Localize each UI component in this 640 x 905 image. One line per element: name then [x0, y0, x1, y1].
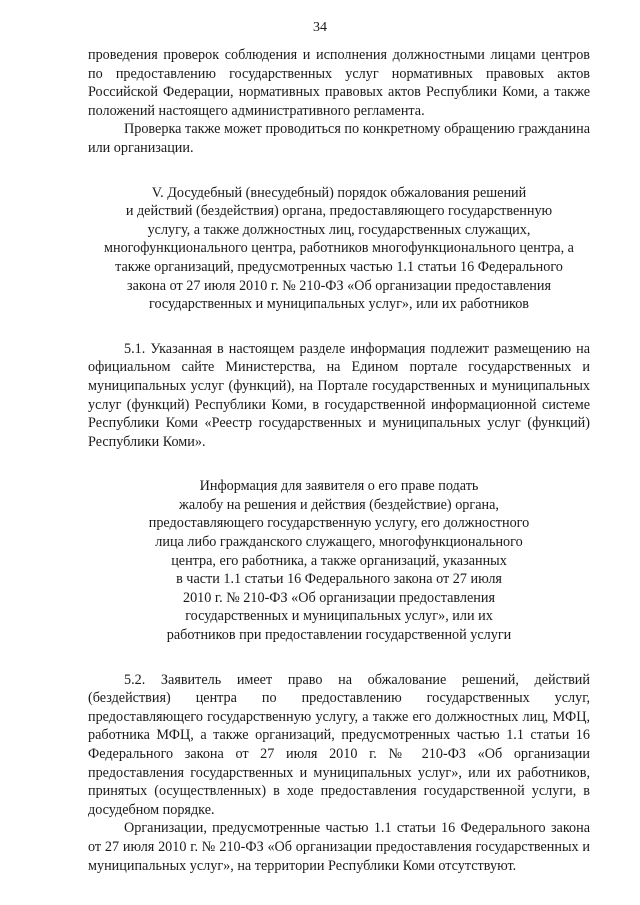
section-heading-line: закона от 27 июля 2010 г. № 210-ФЗ «Об организации предоставления — [126, 277, 551, 294]
sub-heading-line: центра, его работника, а также организаций, указанных — [171, 552, 507, 569]
sub-heading-line: в части 1.1 статьи 16 Федерального закона от 27 июля — [176, 571, 502, 588]
sub-heading-line: предоставляющего государственную услугу, его должностного — [148, 515, 530, 532]
page-number: 34 — [313, 20, 327, 35]
spacer — [88, 645, 590, 671]
sub-heading-line: государственных и муниципальных услуг», или их — [185, 608, 493, 625]
sub-heading-line: работников при предоставлении государственной услуги — [166, 627, 512, 644]
paragraph-5-1: 5.1. Указанная в настоящем разделе информация подлежит размещению на официальном сайте Министерства, на Едином портале государственных и муниципальных услуг (функций), на Портале государственных и муниципальных услуг (функций) Республики Коми, в государственной информационной системе Республики Коми «Реестр государственных и муниципальных услуг (функций) Республики Коми». — [88, 340, 590, 450]
document-body — [88, 46, 590, 875]
sub-heading-line: жалобу на решения и действия (бездействие) органа, — [179, 496, 499, 513]
paragraph-5-2: 5.2. Заявитель имеет право на обжалование решений, действий (бездействия) центра по предоставлению государственных услуг, предоставляющего государственную услугу, а также его должностных лиц, МФЦ, работника МФЦ, а также организаций, предусмотренных частью 1.1 статьи 16 Федерального закона от 27 июля 2010 г. № 210-ФЗ «Об организации предоставления государственных и муниципальных услуг», или их работников, принятых (осуществленных) в ходе предоставления государственной услуги, в досудебном порядке. — [88, 671, 590, 818]
section-heading-line: V. Досудебный (внесудебный) порядок обжалования решений — [151, 184, 527, 201]
section-heading-line: и действий (бездействия) органа, предоставляющего государственную — [125, 203, 553, 220]
spacer — [88, 451, 590, 477]
sub-heading-line: 2010 г. № 210-ФЗ «Об организации предоставления — [182, 589, 496, 606]
paragraph-inspection-scope: проведения проверок соблюдения и исполнения должностными лицами центров по предоставлению государственных услуг нормативных правовых актов Российской Федерации, нормативных правовых актов Республики Коми, а также положений настоящего административного регламента. — [88, 47, 590, 119]
section-heading — [88, 184, 590, 314]
section-heading-line: многофункционального центра, работников многофункционального центра, а — [104, 240, 574, 257]
paragraph-inspection-request: Проверка также может проводиться по конкретному обращению гражданина или организации. — [88, 121, 590, 156]
section-heading-line: услугу, а также должностных лиц, государственных служащих, — [147, 221, 531, 238]
spacer — [88, 158, 590, 184]
paragraph-organizations: Организации, предусмотренные частью 1.1 статьи 16 Федерального закона от 27 июля 2010 г. № 210-ФЗ «Об организации предоставления государственных и муниципальных услуг», на территории Республики Коми отсутствуют. — [88, 820, 590, 874]
sub-heading-line: лица либо гражданского служащего, многофункционального — [155, 534, 523, 551]
section-heading-line: также организаций, предусмотренных частью 1.1 статьи 16 Федерального — [115, 258, 563, 275]
spacer — [88, 314, 590, 340]
section-heading-line: государственных и муниципальных услуг», или их работников — [149, 296, 529, 313]
sub-heading-line: Информация для заявителя о его праве подать — [199, 478, 479, 495]
sub-heading — [88, 477, 590, 644]
